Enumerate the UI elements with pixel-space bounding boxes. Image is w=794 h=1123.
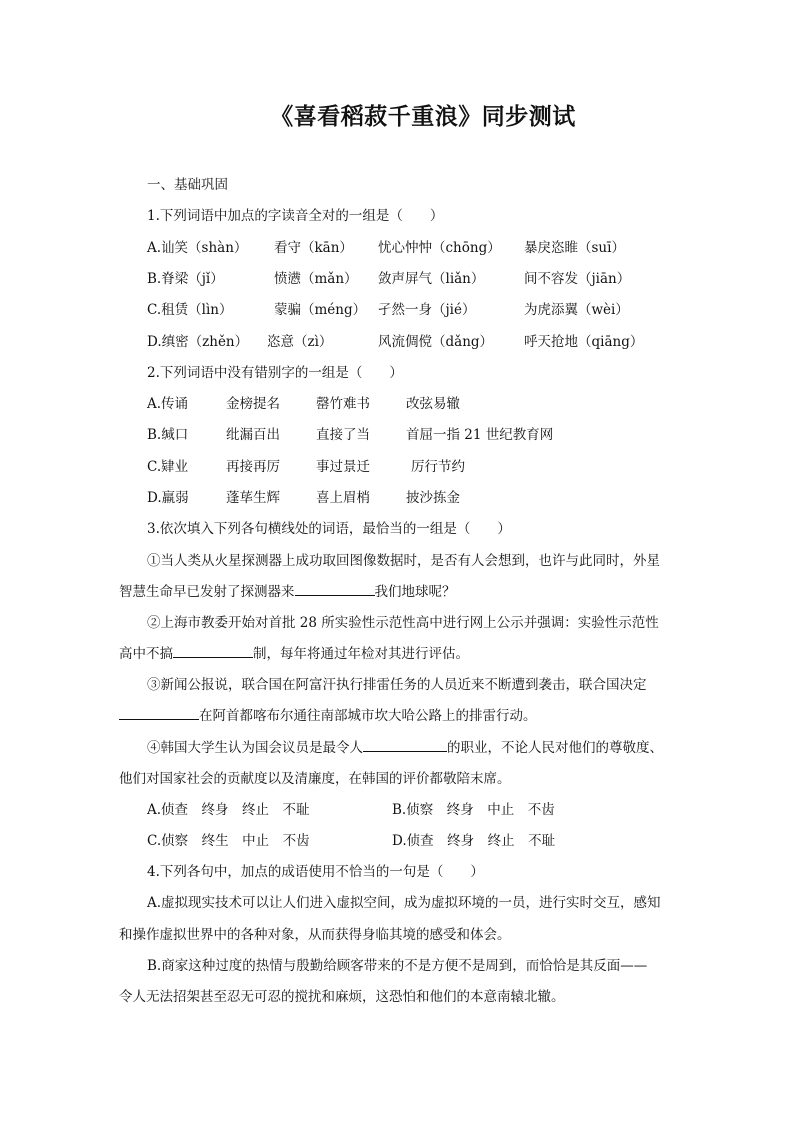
q3-sentence-2b-pre: 高中不搞 bbox=[119, 646, 173, 662]
q2-b-3: 直接了当 bbox=[316, 427, 370, 443]
q4-option-b-line2: 令人无法招架甚至忍无可忍的搅扰和麻烦，这恐怕和他们的本意南辕北辙。 bbox=[119, 989, 565, 1005]
q1-a-4: 暴戾恣睢（suī） bbox=[524, 240, 625, 256]
q3-sentence-1b bbox=[119, 583, 456, 601]
q3-sentence-1b-post: 我们地球呢？ bbox=[374, 584, 456, 600]
q1-d-4: 呼天抢地（qiāng） bbox=[524, 334, 644, 350]
fill-blank bbox=[173, 645, 253, 658]
q2-b-4: 首屈一指 21 世纪教育网 bbox=[406, 427, 554, 443]
q2-a-3: 罄竹难书 bbox=[316, 396, 370, 412]
q2-b-2: 纰漏百出 bbox=[226, 427, 280, 443]
page-title: 《喜看稻菽千重浪》同步测试 bbox=[270, 103, 576, 130]
q1-d-3: 风流倜傥（dǎng） bbox=[378, 334, 494, 350]
q1-c-2: 蒙骗（méng） bbox=[274, 302, 367, 318]
q1-b-3: 敛声屏气（liǎn） bbox=[378, 271, 485, 287]
section-heading: 一、基础巩固 bbox=[147, 177, 228, 193]
q3-sentence-4a-post: 的职业，不论人民对他们的尊敬度、 bbox=[447, 740, 663, 756]
q2-b-1: B.缄口 bbox=[147, 427, 189, 443]
q2-d-1: D.羸弱 bbox=[147, 490, 189, 506]
q1-c-4: 为虎添翼（wèi） bbox=[524, 302, 629, 318]
q3-sentence-3b bbox=[119, 707, 537, 725]
q2-a-1: A.传诵 bbox=[147, 396, 189, 412]
q1-b-4: 间不容发（jiān） bbox=[524, 271, 631, 287]
q4-stem: 4.下列各句中，加点的成语使用不恰当的一句是（ ） bbox=[147, 864, 484, 880]
q2-stem: 2.下列词语中没有错别字的一组是（ ） bbox=[147, 365, 403, 381]
q3-sentence-2b-post: 制，每年将通过年检对其进行评估。 bbox=[253, 646, 469, 662]
q4-option-a-line2: 和操作虚拟世界中的各种对象，从而获得身临其境的感受和体会。 bbox=[119, 927, 511, 943]
q3-option-a: A.侦查 终身 终止 不耻 bbox=[147, 802, 310, 818]
q3-sentence-3b-post: 在阿首都喀布尔通往南部城市坎大哈公路上的排雷行动。 bbox=[199, 708, 537, 724]
q4-option-b-line1: B.商家这种过度的热情与殷勤给顾客带来的不是方便不是周到，而恰恰是其反面—— bbox=[147, 958, 648, 974]
q3-sentence-4b: 他们对国家社会的贡献度以及清廉度，在韩国的评价都敬陪末席。 bbox=[119, 771, 511, 787]
q1-c-1: C.租赁（lìn） bbox=[147, 302, 233, 318]
q3-option-d: D.侦查 终身 终止 不耻 bbox=[392, 833, 556, 849]
q1-stem: 1.下列词语中加点的字读音全对的一组是（ ） bbox=[147, 208, 444, 224]
q3-sentence-4a-pre: ④韩国大学生认为国会议员是最令人 bbox=[147, 740, 363, 756]
q2-d-4: 披沙拣金 bbox=[406, 490, 460, 506]
q2-d-2: 蓬荜生辉 bbox=[226, 490, 280, 506]
q2-c-4: 厉行节约 bbox=[411, 459, 465, 475]
q1-b-2: 愤懑（mǎn） bbox=[274, 271, 358, 287]
q3-sentence-4a bbox=[147, 739, 663, 757]
q3-sentence-1b-pre: 智慧生命早已发射了探测器来 bbox=[119, 584, 295, 600]
fill-blank bbox=[295, 583, 375, 596]
q2-c-2: 再接再厉 bbox=[226, 459, 280, 475]
q1-b-1: B.脊梁（jǐ） bbox=[147, 271, 224, 287]
q2-d-3: 喜上眉梢 bbox=[316, 490, 370, 506]
q3-stem: 3.依次填入下列各句横线处的词语，最恰当的一组是（ ） bbox=[147, 521, 511, 537]
q1-a-2: 看守（kān） bbox=[274, 240, 353, 256]
q3-sentence-3a: ③新闻公报说，联合国在阿富汗执行排雷任务的人员近来不断遭到袭击，联合国决定 bbox=[147, 677, 647, 693]
q2-a-4: 改弦易辙 bbox=[406, 396, 460, 412]
fill-blank bbox=[119, 707, 199, 720]
q2-c-3: 事过景迁 bbox=[316, 459, 370, 475]
q3-sentence-2b bbox=[119, 645, 469, 663]
q3-sentence-1a: ①当人类从火星探测器上成功取回图像数据时，是否有人会想到，也许与此同时，外星 bbox=[147, 553, 660, 569]
fill-blank bbox=[363, 739, 447, 752]
q2-c-1: C.肄业 bbox=[147, 459, 189, 475]
q2-a-2: 金榜提名 bbox=[226, 396, 280, 412]
q3-option-b: B.侦察 终身 中止 不齿 bbox=[392, 802, 555, 818]
q1-c-3: 孑然一身（jié） bbox=[378, 302, 476, 318]
q4-option-a-line1: A.虚拟现实技术可以让人们进入虚拟空间，成为虚拟环境的一员，进行实时交互，感知 bbox=[147, 895, 661, 911]
q1-d-1: D.缜密（zhěn） bbox=[147, 334, 249, 350]
q1-a-1: A.讪笑（shàn） bbox=[147, 240, 248, 256]
q1-d-2: 恣意（zì） bbox=[267, 334, 333, 350]
q3-option-c: C.侦察 终生 中止 不齿 bbox=[147, 833, 310, 849]
q1-a-3: 忧心忡忡（chōng） bbox=[378, 240, 501, 256]
q3-sentence-2a: ②上海市教委开始对首批 28 所实验性示范性高中进行网上公示并强调：实验性示范性 bbox=[147, 615, 659, 631]
